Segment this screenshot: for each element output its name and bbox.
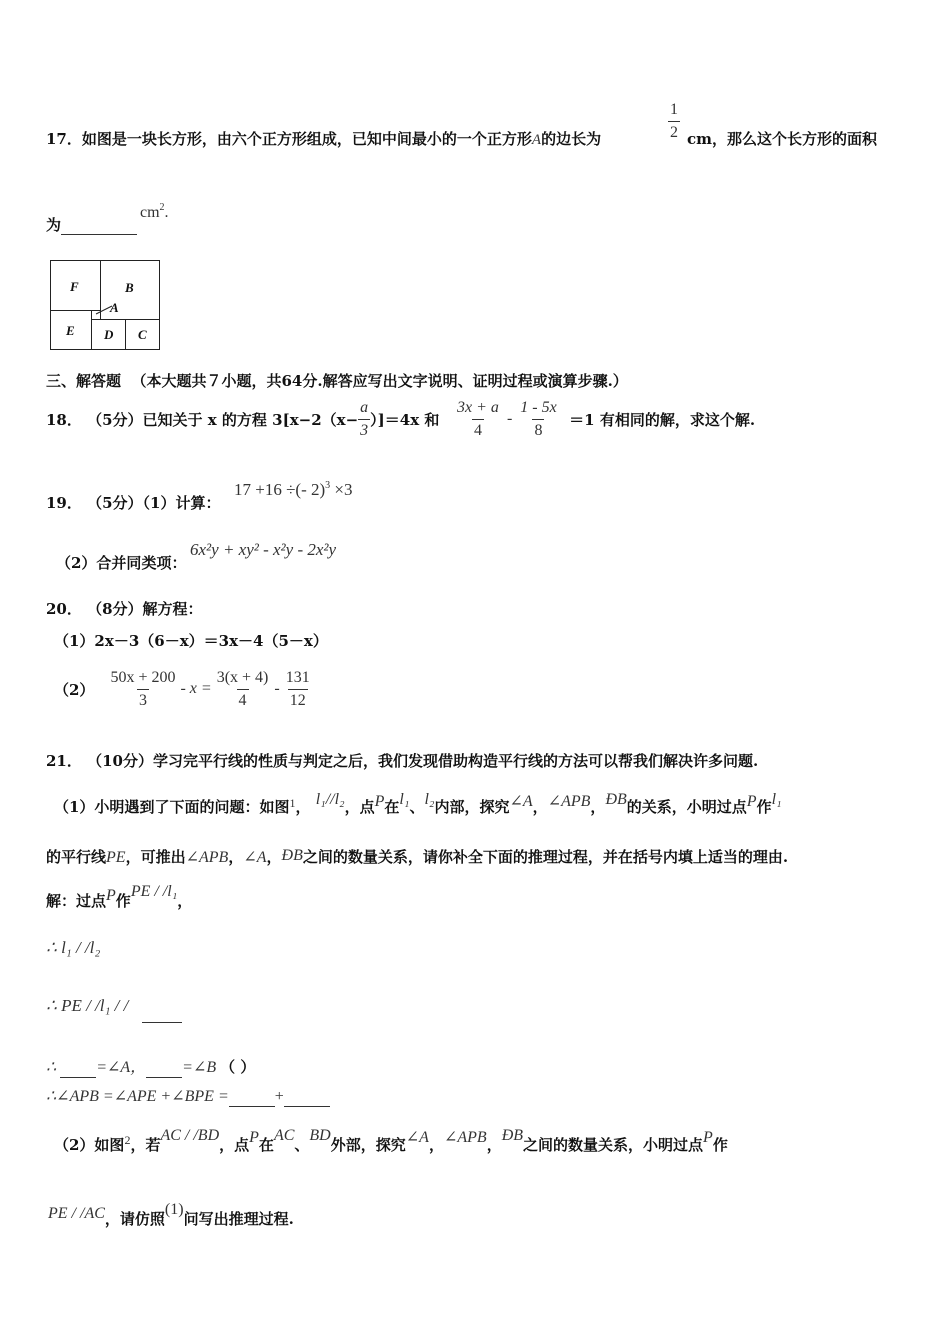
q21-p1-fig: 1 xyxy=(289,796,296,810)
q20-mid2: - xyxy=(274,680,280,697)
q21-q2-P2: P xyxy=(703,1129,713,1146)
q20-part2-label: （2） xyxy=(54,680,95,699)
q20-frac1 xyxy=(108,669,177,709)
q20-header xyxy=(46,598,203,619)
q21-p2-e: 之间的数量关系，请你补全下面的推理过程，并在括号内填上适当的理由. xyxy=(302,848,789,866)
label-a: A xyxy=(110,300,119,315)
q21-q2-P: P xyxy=(249,1129,259,1146)
q21-q2-fig: 2 xyxy=(124,1133,131,1147)
q21-q2-line2-ref: (1) xyxy=(164,1201,184,1218)
q21-p1-j: 作 xyxy=(756,798,772,816)
q18-frac3-num: 1 - 5x xyxy=(520,398,557,416)
q17-fraction xyxy=(668,101,680,141)
q21-sol-c: ， xyxy=(177,892,193,910)
q21-p1-c: ，点 xyxy=(344,798,375,816)
q17-unit-dot: . xyxy=(164,204,169,221)
q21-p1-g: ， xyxy=(532,798,548,816)
q20-frac3-den: 12 xyxy=(288,689,308,710)
q19-score: （5分） xyxy=(87,494,143,512)
q21-sol-P: P xyxy=(106,887,116,904)
q18-frac1 xyxy=(358,399,370,439)
q18-text-a: 已知关于 x 的方程 3[x−2（x− xyxy=(142,410,359,429)
q21-q2-BD: BD xyxy=(309,1127,331,1144)
q21-q2-e: 、 xyxy=(294,1136,310,1154)
q18-frac3 xyxy=(518,399,558,439)
q17-text-c: cm，那么这个长方形的面积 xyxy=(687,130,878,148)
q21-p2-b: ，可推出 xyxy=(125,848,186,866)
q18-text-c: ＝1 有相同的解，求这个解. xyxy=(569,410,756,429)
q17-unit-text: cm xyxy=(140,204,160,221)
q21-p2-angAPB: ∠APB xyxy=(185,849,229,866)
q18-frac1-num: a xyxy=(360,398,369,416)
q21-q2-line2-b: ，请仿照 xyxy=(104,1210,165,1228)
q21-q2-d: 在 xyxy=(258,1136,274,1154)
q20-number: 20． xyxy=(46,600,82,618)
q18-score: （5分） xyxy=(87,410,143,429)
q21-step2-text: ∴ PE / /l₁ / / xyxy=(46,996,129,1015)
square-e xyxy=(50,310,92,350)
q21-q2-a: （2）如图 xyxy=(54,1136,125,1154)
q21-p1-d: 在 xyxy=(384,798,400,816)
q21-part2-line2 xyxy=(48,1201,294,1229)
q21-q2-j: 作 xyxy=(712,1136,728,1154)
q20-mid1: - x = xyxy=(180,680,212,697)
q20-frac2-num: 3(x + 4) xyxy=(216,668,269,686)
label-b: B xyxy=(125,280,134,295)
q21-q2-line2-c: 问写出推理过程. xyxy=(183,1210,294,1228)
q17-unit xyxy=(140,204,169,222)
q21-p1-l2: l₂ xyxy=(424,791,435,808)
q19-number: 19． xyxy=(46,494,82,512)
square-d xyxy=(91,319,126,350)
q19-part1-label: （1）计算： xyxy=(142,494,221,512)
q20-frac3-num: 131 xyxy=(285,668,310,686)
q21-p2-PE: PE xyxy=(106,849,126,866)
q21-number: 21． xyxy=(46,752,82,770)
label-f: F xyxy=(70,279,79,294)
q21-step3-a: ∴ xyxy=(46,1059,57,1076)
q21-p1-i: 的关系，小明过点 xyxy=(626,798,747,816)
q21-q2-f: 外部，探究 xyxy=(330,1136,406,1154)
q21-intro-line xyxy=(46,750,758,771)
q18-frac1-den: 3 xyxy=(358,419,370,440)
q18-number: 18． xyxy=(46,410,82,429)
q21-sol-a: 解：过点 xyxy=(46,892,107,910)
q21-p1-line2 xyxy=(46,846,788,867)
q19-part1-expr-text: 17 +16 ÷(- 2) xyxy=(234,480,326,499)
label-c: C xyxy=(138,327,147,342)
q21-step4 xyxy=(46,1086,330,1107)
q21-p1-angAPB: ∠APB xyxy=(547,793,591,810)
q17-line1 xyxy=(46,128,601,149)
q21-q2-h: ， xyxy=(486,1136,502,1154)
label-d: D xyxy=(104,327,114,342)
q18-frac2-num: 3x + a xyxy=(457,398,499,416)
q21-intro: 学习完平行线的性质与判定之后，我们发现借助构造平行线的方法可以帮我们解决许多问题. xyxy=(152,752,759,770)
q19-part2-label: （2）合并同类项： xyxy=(56,554,187,572)
q20-frac2-den: 4 xyxy=(237,689,249,710)
q20-part2 xyxy=(54,664,312,714)
q21-q2-AC: AC xyxy=(273,1127,295,1144)
section3-header xyxy=(46,370,628,391)
q21-step4-plus: + xyxy=(274,1088,284,1105)
q17-var-a: A xyxy=(531,132,542,148)
q21-p1-angB: ÐB xyxy=(605,791,627,808)
q21-p1-f: 内部，探究 xyxy=(434,798,510,816)
q18-frac3-den: 8 xyxy=(532,419,544,440)
q21-q2-line2-expr: PE / /AC xyxy=(48,1205,105,1222)
q17-line2-prefix: 为 xyxy=(46,216,62,234)
q17-answer-blank[interactable] xyxy=(61,216,137,235)
q21-p1-par: l₁//l₂ xyxy=(315,791,345,808)
q21-p1-a: （1）小明遇到了下面的问题：如图 xyxy=(54,798,290,816)
q20-frac3 xyxy=(284,669,312,709)
q21-solution-start xyxy=(46,883,193,911)
q21-q2-i: 之间的数量关系，小明过点 xyxy=(523,1136,704,1154)
q21-step3 xyxy=(46,1054,255,1078)
q21-step3-paren: （ ） xyxy=(220,1058,256,1076)
q21-step3-c: =∠B xyxy=(182,1059,217,1076)
q20-frac1-num: 50x + 200 xyxy=(110,668,176,686)
q21-q2-angA: ∠A xyxy=(405,1129,429,1146)
q21-score: （10分） xyxy=(87,752,153,770)
q21-p1-h: ， xyxy=(590,798,606,816)
q21-p2-angB: ÐB xyxy=(281,847,303,864)
q19-part2-expr: 6x²y + xy² - x²y - 2x²y xyxy=(190,540,337,559)
q21-step2 xyxy=(46,996,128,1016)
q21-step4-blank2[interactable] xyxy=(284,1088,330,1107)
q17-number: 17． xyxy=(46,130,82,148)
q21-part2-line1 xyxy=(54,1127,728,1155)
label-a-pointer xyxy=(94,304,114,316)
square-c xyxy=(125,319,160,350)
q21-p1-P: P xyxy=(374,793,385,810)
q17-frac-den: 2 xyxy=(668,121,680,142)
q21-p1-line1 xyxy=(54,791,782,817)
q18-line xyxy=(46,396,755,442)
q21-q2-par: AC / /BD xyxy=(160,1127,220,1144)
q21-p1-angA: ∠A xyxy=(509,793,533,810)
q19-line1 xyxy=(46,492,221,513)
q21-step4-blank1[interactable] xyxy=(229,1088,275,1107)
q20-score: （8分） xyxy=(87,600,143,618)
q19-part1-exp: 3 xyxy=(325,480,331,491)
q17-text-b: 的边长为 xyxy=(541,130,602,148)
section3-title: 三、解答题 xyxy=(46,372,122,390)
q17-text-a: 如图是一块长方形，由六个正方形组成，已知中间最小的一个正方形 xyxy=(81,130,532,148)
q19-part1-expr xyxy=(234,480,353,500)
q21-p1-P2: P xyxy=(746,793,757,810)
q21-step3-blank2[interactable] xyxy=(146,1059,182,1078)
q20-frac2 xyxy=(215,669,271,709)
q21-p2-angA: ∠A xyxy=(243,849,267,866)
q18-frac2 xyxy=(455,399,501,439)
label-e: E xyxy=(66,323,75,338)
q17-unit-exp: 2 xyxy=(159,202,165,213)
q18-minus: - xyxy=(506,410,513,427)
q20-part1: （1）2x－3（6－x）＝3x－4（5－x） xyxy=(54,632,328,650)
q21-q2-c: ，点 xyxy=(219,1136,250,1154)
q20-title: 解方程： xyxy=(142,600,203,618)
q21-step4-a: ∴∠APB =∠APE +∠BPE = xyxy=(46,1088,229,1105)
q21-p1-l1b: l₁ xyxy=(771,791,782,808)
q17-frac-num: 1 xyxy=(670,101,678,118)
q21-q2-angB: ÐB xyxy=(501,1127,524,1144)
q18-frac2-den: 4 xyxy=(472,419,484,440)
q18-text-b: ）]＝4x 和 xyxy=(370,410,440,429)
q21-step1: ∴ l₁ / /l₂ xyxy=(46,938,101,957)
q21-p2-a: 的平行线 xyxy=(46,848,107,866)
q21-sol-expr: PE / /l₁ xyxy=(130,883,178,900)
q21-q2-g: ， xyxy=(428,1136,444,1154)
q17-rectangle-diagram xyxy=(50,260,160,350)
q21-step3-blank1[interactable] xyxy=(60,1059,96,1078)
q19-part1-tail: ×3 xyxy=(330,480,353,499)
q21-p1-l1: l₁ xyxy=(399,791,410,808)
q21-step3-b: =∠A， xyxy=(96,1059,147,1076)
q21-sol-b: 作 xyxy=(115,892,131,910)
q21-p2-d: ， xyxy=(266,848,282,866)
q17-line2 xyxy=(46,214,137,235)
q21-p2-c: ， xyxy=(228,848,244,866)
q21-p1-e: 、 xyxy=(409,798,425,816)
q21-p1-b: ， xyxy=(295,798,311,816)
q21-step2-blank[interactable] xyxy=(142,1004,182,1023)
q20-frac1-den: 3 xyxy=(137,689,149,710)
section3-note: （本大题共７小题，共64分.解答应写出文字说明、证明过程或演算步骤.） xyxy=(131,372,628,390)
q21-q2-b: ，若 xyxy=(130,1136,161,1154)
q21-q2-angAPB: ∠APB xyxy=(443,1129,487,1146)
